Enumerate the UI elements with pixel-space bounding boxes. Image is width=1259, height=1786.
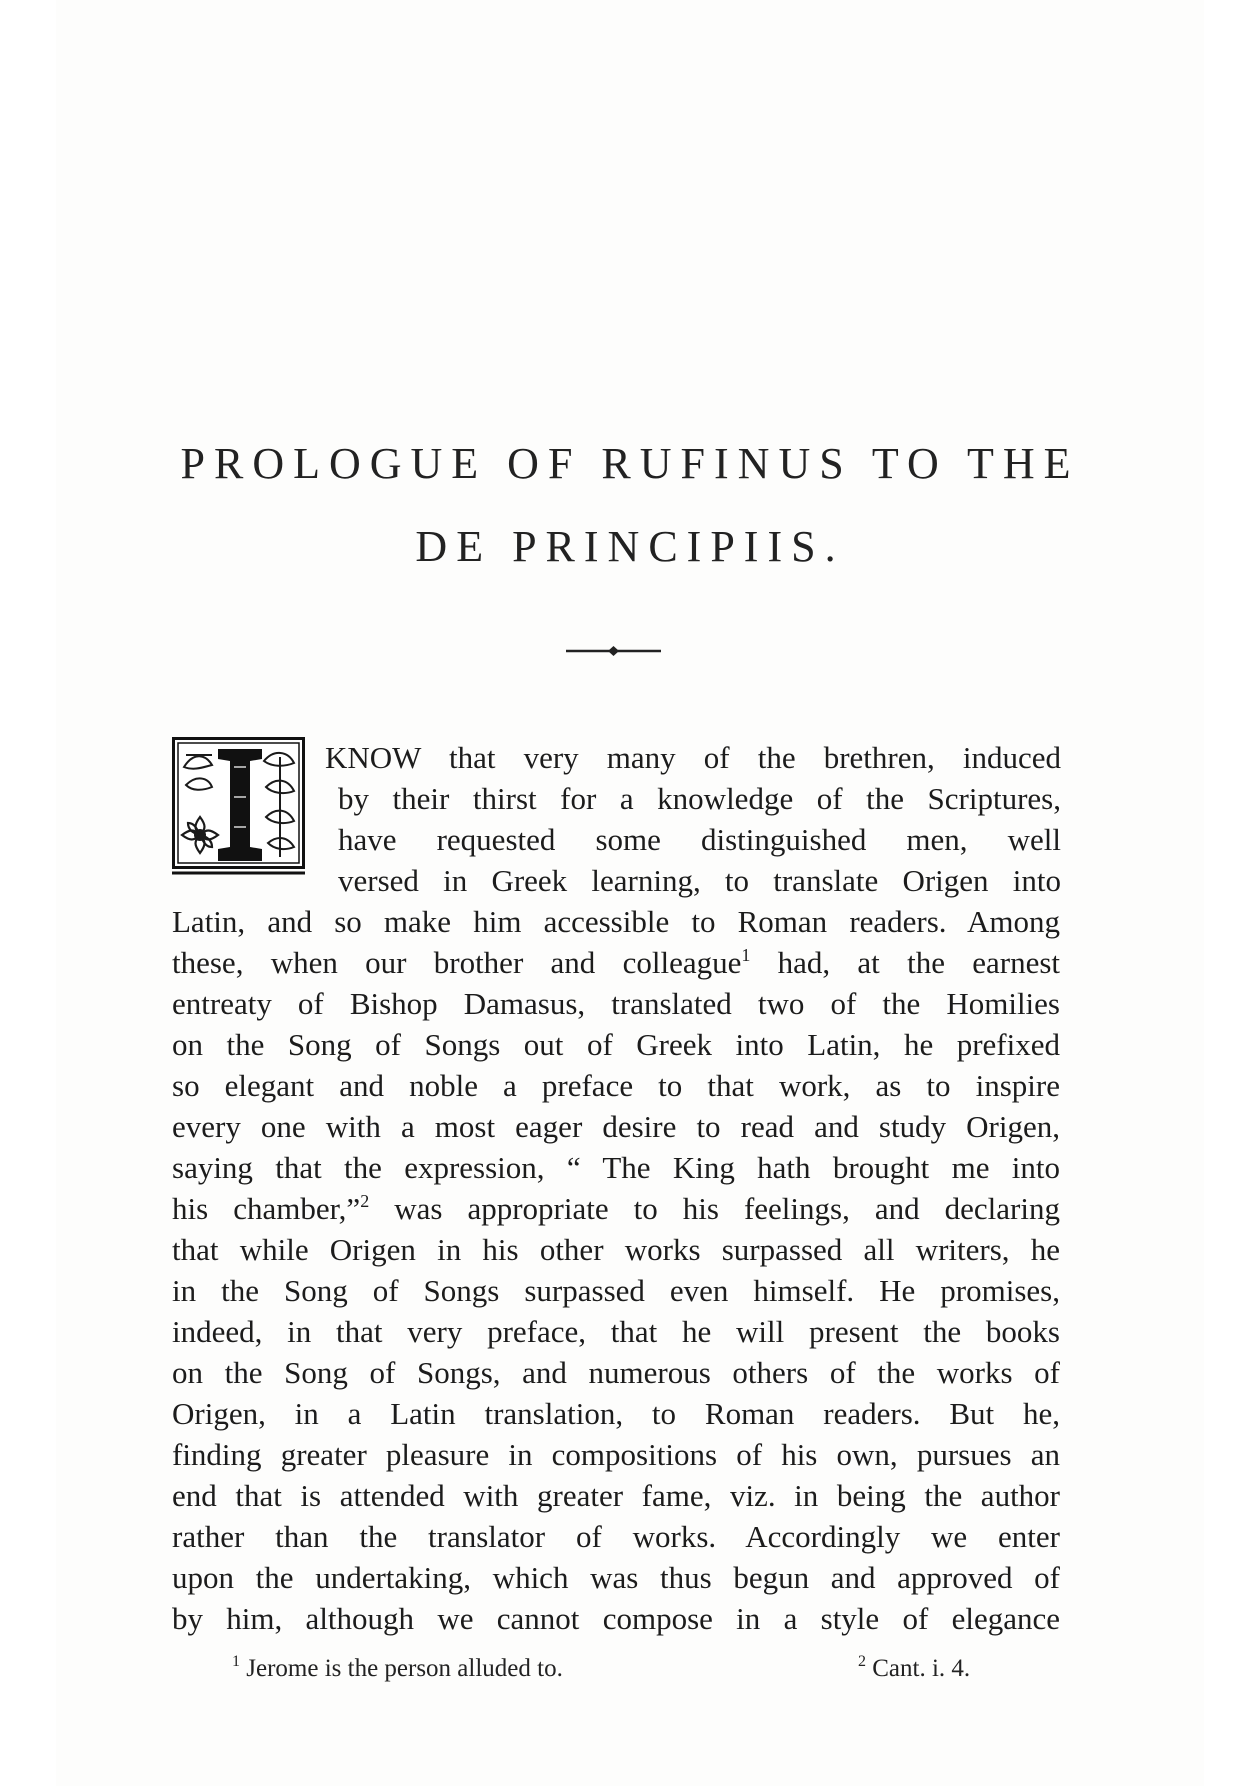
body-line-16: on the Song of Songs, and numerous others of the works of [172,1355,1060,1390]
body-line-8: on the Song of Songs out of Greek into Latin, he prefixed [172,1027,1060,1062]
footnote-mark-1: 1 [741,945,751,965]
body-line-7: entreaty of Bishop Damasus, translated two of the Homilies [172,986,1060,1021]
body-line-15: indeed, in that very preface, that he will present the books [172,1314,1060,1349]
body-line-19: end that is attended with greater fame, viz. in being the author [172,1478,1060,1513]
body-line-10: every one with a most eager desire to read and study Origen, [172,1109,1060,1144]
body-line-18: finding greater pleasure in compositions of his own, pursues an [172,1437,1060,1472]
footnote-2 [858,1655,970,1683]
body-line-11: saying that the expression, “ The King hath brought me into [172,1150,1060,1185]
page-title-line-1: PROLOGUE OF RUFINUS TO THE [180,439,1080,488]
body-line-14: in the Song of Songs surpassed even himself. He promises, [172,1273,1060,1308]
rule-with-diamond-ornament-icon [566,645,661,657]
floral-initial-letter-icon [172,737,305,875]
body-line-13: that while Origen in his other works surpassed all writers, he [172,1232,1060,1267]
body-line-22: by him, although we cannot compose in a style of elegance [172,1601,1060,1636]
body-line-4: versed in Greek learning, to translate Origen into [338,863,1061,898]
body-line-2: by their thirst for a knowledge of the Scriptures, [338,781,1061,816]
body-line-17: Origen, in a Latin translation, to Roman readers. But he, [172,1396,1060,1431]
footnote-1-text: Jerome is the person alluded to. [246,1655,563,1682]
body-line-3: have requested some distinguished men, well [338,822,1061,857]
body-line-21: upon the undertaking, which was thus begun and approved of [172,1560,1060,1595]
body-line-5: Latin, and so make him accessible to Roman readers. Among [172,904,1060,939]
body-line-1: KNOW that very many of the brethren, induced [325,740,1061,775]
footnote-1-mark: 1 [232,1653,240,1670]
page-title-line-2: DE PRINCIPIIS. [415,522,845,571]
footnote-2-mark: 2 [858,1653,866,1670]
footnote-mark-2: 2 [360,1191,370,1211]
footnote-2-text: Cant. i. 4. [872,1655,971,1682]
body-line-9: so elegant and noble a preface to that work, as to inspire [172,1068,1060,1103]
body-line-12: his chamber,”$^2$ was appropriate to his feelings, and declaring [172,1191,1060,1226]
body-line-20: rather than the translator of works. Accordingly we enter [172,1519,1060,1554]
footnote-1 [232,1655,563,1683]
body-line-6: these, when our brother and colleague$^1$ had, at the earnest [172,945,1061,980]
